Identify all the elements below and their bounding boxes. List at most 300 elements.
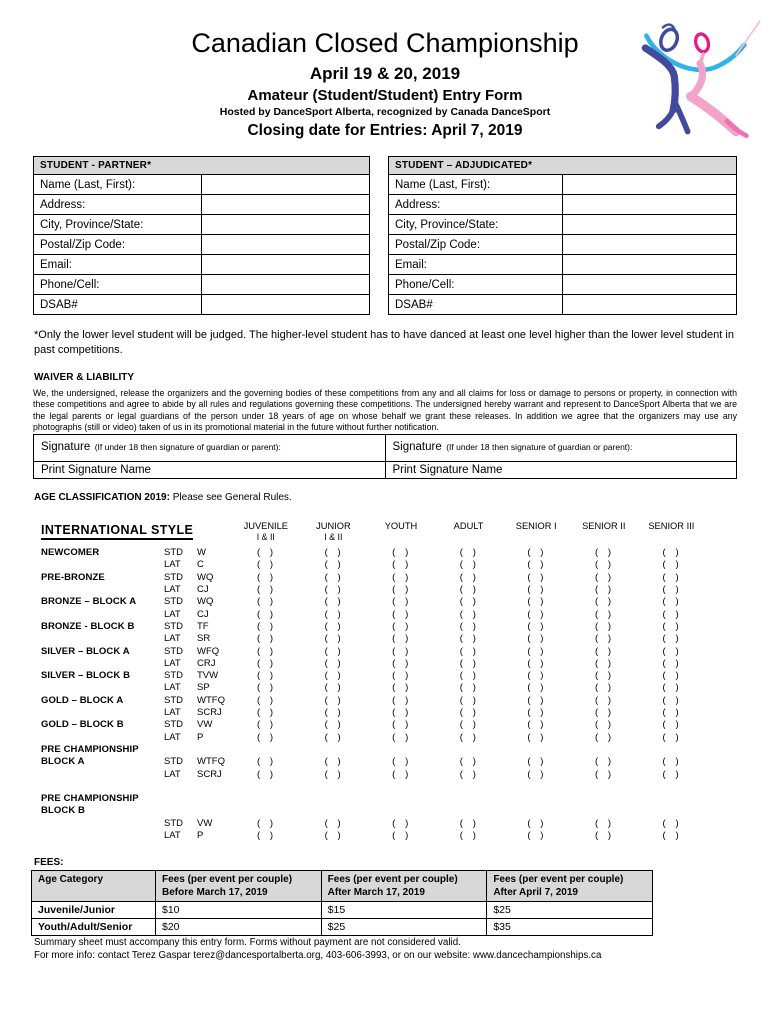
entry-checkbox[interactable]: ( ) [662, 768, 681, 780]
dances-label: SCRJ [197, 707, 222, 719]
age-column-label: SENIOR II [582, 521, 626, 532]
age-classification-heading: AGE CLASSIFICATION 2019: [34, 492, 170, 504]
event-row [33, 793, 737, 805]
entry-checkbox[interactable]: ( ) [392, 694, 410, 706]
student-info-section [33, 156, 737, 315]
field-input-cell[interactable] [202, 175, 370, 195]
logo-blue-dancer-head-curl [663, 25, 674, 29]
entry-checkbox[interactable]: ( ) [324, 645, 343, 657]
entry-checkbox[interactable]: ( ) [256, 559, 275, 571]
fees-header-row [32, 871, 653, 902]
dances-label: C [197, 559, 204, 571]
dances-label: VW [197, 719, 213, 731]
age-column-label: YOUTH [384, 521, 418, 532]
entry-checkbox[interactable]: ( ) [662, 633, 681, 645]
level-label [33, 559, 164, 571]
student-field-row [389, 275, 737, 295]
entry-checkbox[interactable]: ( ) [256, 596, 275, 608]
entry-checkbox[interactable]: ( ) [662, 731, 681, 743]
entry-checkbox[interactable]: ( ) [324, 608, 343, 620]
entry-checkbox[interactable]: ( ) [256, 756, 275, 768]
entry-checkbox[interactable]: ( ) [527, 608, 545, 620]
entry-checkbox[interactable]: ( ) [392, 719, 410, 731]
event-row [33, 719, 737, 731]
event-row [33, 658, 737, 670]
entry-checkbox[interactable]: ( ) [256, 719, 275, 731]
age-classification-text: Please see General Rules. [172, 492, 292, 504]
entry-checkbox[interactable]: ( ) [662, 584, 681, 596]
student-table-title: STUDENT – ADJUDICATED* [389, 157, 737, 175]
entry-checkbox[interactable]: ( ) [392, 571, 410, 583]
entry-checkbox[interactable]: ( ) [527, 830, 545, 842]
age-column-header [502, 521, 570, 532]
dances-label: P [197, 731, 204, 743]
entry-checkbox[interactable]: ( ) [527, 707, 545, 719]
entry-checkbox[interactable]: ( ) [594, 645, 613, 657]
student-field-row [34, 175, 370, 195]
field-input-cell[interactable] [202, 295, 370, 315]
logo-pink-dancer-head [694, 33, 711, 54]
dances-label: WTFQ [197, 694, 225, 706]
print-name-field-partner[interactable]: Print Signature Name [34, 462, 386, 479]
dances-label: VW [197, 817, 213, 829]
entry-checkbox[interactable]: ( ) [392, 707, 410, 719]
entry-checkbox[interactable]: ( ) [392, 657, 410, 669]
student-partner-table [33, 156, 370, 315]
field-input-cell[interactable] [202, 235, 370, 255]
entry-checkbox[interactable]: ( ) [392, 596, 410, 608]
dances-label: WFQ [197, 645, 220, 657]
entry-checkbox[interactable]: ( ) [594, 633, 613, 645]
field-input-cell[interactable] [202, 195, 370, 215]
level-label [33, 584, 164, 596]
empty-cell [570, 793, 638, 805]
empty-cell [300, 805, 368, 817]
empty-cell [300, 793, 368, 805]
entry-checkbox[interactable]: ( ) [459, 596, 478, 608]
level-label [33, 633, 164, 645]
empty-cell [435, 744, 503, 756]
entry-checkbox[interactable]: ( ) [662, 719, 681, 731]
level-label [33, 682, 164, 694]
entry-checkbox[interactable]: ( ) [459, 633, 478, 645]
entry-checkbox[interactable]: ( ) [392, 756, 410, 768]
age-column-sublabel: I & II [324, 532, 343, 543]
entry-checkbox[interactable]: ( ) [594, 719, 613, 731]
field-input-cell[interactable] [202, 275, 370, 295]
fees-column-header [156, 871, 322, 902]
entry-checkbox[interactable]: ( ) [594, 830, 613, 842]
entry-checkbox[interactable]: ( ) [459, 584, 478, 596]
entry-checkbox[interactable]: ( ) [527, 657, 545, 669]
entry-checkbox[interactable]: ( ) [256, 547, 275, 559]
style-label: LAT [164, 584, 181, 596]
event-row [33, 805, 737, 817]
field-input-cell[interactable] [563, 255, 737, 275]
empty-cell [232, 793, 300, 805]
entry-checkbox[interactable]: ( ) [256, 620, 275, 632]
fees-header-line1: Age Category [38, 874, 104, 886]
level-label: PRE-BRONZE [41, 571, 105, 583]
field-input-cell[interactable] [563, 195, 737, 215]
fees-column-header [32, 871, 156, 902]
event-row [33, 744, 737, 756]
age-column-header [570, 521, 638, 532]
style-label: STD [164, 571, 183, 583]
entry-checkbox[interactable]: ( ) [256, 817, 275, 829]
closing-date-line: Closing date for Entries: April 7, 2019 [247, 122, 523, 139]
entry-checkbox[interactable]: ( ) [392, 830, 410, 842]
entry-checkbox[interactable]: ( ) [662, 559, 681, 571]
dances-label: SR [197, 633, 211, 645]
entry-checkbox[interactable]: ( ) [662, 596, 681, 608]
entry-checkbox[interactable]: ( ) [256, 830, 275, 842]
age-column-header [232, 521, 300, 543]
entry-checkbox[interactable]: ( ) [527, 682, 545, 694]
entry-checkbox[interactable]: ( ) [324, 620, 343, 632]
entry-checkbox[interactable]: ( ) [324, 633, 343, 645]
fees-table [31, 870, 653, 936]
student-field-row [389, 235, 737, 255]
print-name-row [34, 462, 737, 479]
dances-label: WTFQ [197, 756, 225, 768]
age-column-label: SENIOR I [515, 521, 557, 532]
event-row [33, 596, 737, 608]
entry-checkbox[interactable]: ( ) [662, 707, 681, 719]
age-classification-line [34, 492, 736, 503]
entry-checkbox[interactable]: ( ) [256, 633, 275, 645]
age-column-label: SENIOR III [648, 521, 695, 532]
waiver-body-text: We, the undersigned, release the organizers and the governing bodies of these competitions from any and all claims for loss or damage to persons or property, in connection with these competitions and agree to abide by all rules and regulations governing these competitions. The undersigned hereby warrant and represent to DanceSport Alberta that we are the legal parents or legal guardians of the person under 18 years of age on whose behalf we grant these releases. In addition we agree that the organizers may use any photographs (still or video) taken of us in its promotional material in the future without further notification. [33, 388, 737, 432]
fees-column-header [487, 871, 653, 902]
entry-checkbox[interactable]: ( ) [459, 756, 478, 768]
entry-checkbox[interactable]: ( ) [459, 682, 478, 694]
dances-label: SP [197, 682, 210, 694]
entry-checkbox[interactable]: ( ) [594, 571, 613, 583]
entry-checkbox[interactable]: ( ) [527, 768, 545, 780]
entry-checkbox[interactable]: ( ) [256, 707, 275, 719]
level-label [33, 818, 164, 830]
field-label: Phone/Cell: [34, 275, 202, 295]
dances-label: WQ [197, 571, 214, 583]
style-label: LAT [164, 559, 181, 571]
field-label: City, Province/State: [389, 215, 563, 235]
field-label: Email: [34, 255, 202, 275]
entry-checkbox[interactable]: ( ) [324, 584, 343, 596]
entry-checkbox[interactable]: ( ) [527, 670, 545, 682]
student-field-row [34, 295, 370, 315]
entry-checkbox[interactable]: ( ) [324, 670, 343, 682]
style-label [164, 805, 197, 817]
entry-checkbox[interactable]: ( ) [324, 756, 343, 768]
entry-checkbox[interactable]: ( ) [256, 608, 275, 620]
field-label: Name (Last, First): [34, 175, 202, 195]
age-column-header [435, 521, 503, 532]
field-label: Address: [389, 195, 563, 215]
entry-checkbox[interactable]: ( ) [527, 694, 545, 706]
level-label [33, 609, 164, 621]
entry-checkbox[interactable]: ( ) [594, 707, 613, 719]
style-label: STD [164, 756, 183, 768]
entry-checkbox[interactable]: ( ) [527, 584, 545, 596]
entry-checkbox[interactable]: ( ) [594, 559, 613, 571]
entry-checkbox[interactable]: ( ) [594, 756, 613, 768]
entry-checkbox[interactable]: ( ) [594, 584, 613, 596]
event-row [33, 633, 737, 645]
page-title: Canadian Closed Championship [191, 28, 579, 58]
fees-category: Juvenile/Junior [32, 902, 156, 919]
entry-checkbox[interactable]: ( ) [392, 682, 410, 694]
entry-checkbox[interactable]: ( ) [459, 817, 478, 829]
style-label: STD [164, 645, 183, 657]
entry-checkbox[interactable]: ( ) [324, 707, 343, 719]
entry-checkbox[interactable]: ( ) [256, 571, 275, 583]
fees-header-line2: After April 7, 2019 [493, 887, 578, 899]
empty-cell [502, 781, 570, 793]
entry-checkbox[interactable]: ( ) [324, 731, 343, 743]
empty-cell [300, 781, 368, 793]
international-style-grid [33, 521, 737, 842]
entry-checkbox[interactable]: ( ) [594, 657, 613, 669]
entry-checkbox[interactable]: ( ) [662, 817, 681, 829]
entry-checkbox[interactable]: ( ) [594, 731, 613, 743]
entry-checkbox[interactable]: ( ) [594, 768, 613, 780]
style-label: STD [164, 670, 183, 682]
entry-checkbox[interactable]: ( ) [256, 694, 275, 706]
style-label: LAT [164, 830, 181, 842]
age-column-header [638, 521, 706, 532]
empty-cell [367, 793, 435, 805]
entry-checkbox[interactable]: ( ) [392, 633, 410, 645]
dances-label: P [197, 830, 204, 842]
entry-checkbox[interactable]: ( ) [324, 571, 343, 583]
style-label [164, 781, 197, 793]
fees-header-line2: After March 17, 2019 [327, 887, 425, 899]
entry-checkbox[interactable]: ( ) [662, 756, 681, 768]
dances-label: CJ [197, 608, 209, 620]
entry-checkbox[interactable]: ( ) [527, 547, 545, 559]
student-field-row [34, 215, 370, 235]
entry-checkbox[interactable]: ( ) [594, 547, 613, 559]
entry-checkbox[interactable]: ( ) [527, 645, 545, 657]
field-input-cell[interactable] [563, 275, 737, 295]
empty-cell [502, 805, 570, 817]
entry-checkbox[interactable]: ( ) [662, 694, 681, 706]
dances-label: TF [197, 620, 209, 632]
level-label: BRONZE - BLOCK B [41, 620, 135, 632]
field-label: Postal/Zip Code: [34, 235, 202, 255]
entry-checkbox[interactable]: ( ) [392, 547, 410, 559]
entry-checkbox[interactable]: ( ) [662, 645, 681, 657]
entry-checkbox[interactable]: ( ) [459, 768, 478, 780]
entry-checkbox[interactable]: ( ) [662, 657, 681, 669]
entry-checkbox[interactable]: ( ) [324, 547, 343, 559]
entry-checkbox[interactable]: ( ) [662, 571, 681, 583]
empty-cell [367, 744, 435, 756]
entry-checkbox[interactable]: ( ) [324, 719, 343, 731]
field-input-cell[interactable] [202, 215, 370, 235]
student-field-row [389, 295, 737, 315]
student-field-row [34, 275, 370, 295]
event-row [33, 695, 737, 707]
event-row [33, 707, 737, 719]
signature-field-partner[interactable] [34, 435, 386, 462]
level-label: GOLD – BLOCK B [41, 719, 124, 731]
entry-checkbox[interactable]: ( ) [459, 657, 478, 669]
entry-checkbox[interactable]: ( ) [324, 682, 343, 694]
entry-checkbox[interactable]: ( ) [324, 657, 343, 669]
entry-checkbox[interactable]: ( ) [662, 608, 681, 620]
style-label: LAT [164, 682, 181, 694]
form-name: Amateur (Student/Student) Entry Form [247, 87, 523, 104]
entry-checkbox[interactable]: ( ) [662, 670, 681, 682]
entry-checkbox[interactable]: ( ) [594, 608, 613, 620]
entry-checkbox[interactable]: ( ) [459, 620, 478, 632]
entry-checkbox[interactable]: ( ) [594, 682, 613, 694]
style-label: STD [164, 596, 183, 608]
entry-checkbox[interactable]: ( ) [594, 694, 613, 706]
style-label: LAT [164, 731, 181, 743]
entry-checkbox[interactable]: ( ) [392, 731, 410, 743]
entry-checkbox[interactable]: ( ) [459, 645, 478, 657]
fees-row [32, 919, 653, 936]
entry-checkbox[interactable]: ( ) [324, 768, 343, 780]
entry-checkbox[interactable]: ( ) [324, 559, 343, 571]
grid-header-row [33, 521, 737, 543]
style-label: LAT [164, 768, 181, 780]
entry-checkbox[interactable]: ( ) [256, 657, 275, 669]
field-input-cell[interactable] [563, 235, 737, 255]
entry-checkbox[interactable]: ( ) [662, 830, 681, 842]
signature-field-adjudicated[interactable] [385, 435, 737, 462]
empty-cell [435, 805, 503, 817]
entry-checkbox[interactable]: ( ) [527, 633, 545, 645]
hosted-by-line: Hosted by DanceSport Alberta, recognized by Canada DanceSport [219, 106, 551, 118]
entry-checkbox[interactable]: ( ) [392, 817, 410, 829]
entry-checkbox[interactable]: ( ) [594, 596, 613, 608]
entry-checkbox[interactable]: ( ) [459, 707, 478, 719]
field-input-cell[interactable] [563, 295, 737, 315]
dancers-logo-icon [638, 14, 762, 146]
entry-checkbox[interactable]: ( ) [392, 559, 410, 571]
entry-checkbox[interactable]: ( ) [527, 571, 545, 583]
entry-checkbox[interactable]: ( ) [662, 682, 681, 694]
international-style-heading: INTERNATIONAL STYLE [41, 523, 193, 540]
signature-label: Signature [41, 441, 91, 454]
signature-sublabel: (If under 18 then signature of guardian or parent): [446, 442, 633, 453]
field-input-cell[interactable] [202, 255, 370, 275]
level-label: PRE CHAMPIONSHIP [41, 793, 139, 805]
entry-checkbox[interactable]: ( ) [392, 584, 410, 596]
event-row [33, 732, 737, 744]
entry-checkbox[interactable]: ( ) [527, 756, 545, 768]
student-table-header-row [34, 157, 370, 175]
level-label [33, 781, 164, 793]
waiver-heading: WAIVER & LIABILITY [34, 372, 134, 383]
level-label: NEWCOMER [41, 547, 100, 559]
event-row [33, 584, 737, 596]
dances-label [197, 744, 232, 756]
level-label: PRE CHAMPIONSHIP [41, 743, 139, 755]
entry-checkbox[interactable]: ( ) [459, 731, 478, 743]
dancesport-logo [638, 14, 762, 146]
dances-label [197, 793, 232, 805]
fees-header-line1: Fees (per event per couple) [162, 874, 293, 886]
fees-value: $25 [487, 902, 653, 919]
level-label: SILVER – BLOCK A [41, 645, 130, 657]
entry-checkbox[interactable]: ( ) [459, 571, 478, 583]
student-field-row [34, 255, 370, 275]
field-label: City, Province/State: [34, 215, 202, 235]
entry-checkbox[interactable]: ( ) [459, 719, 478, 731]
fees-section [31, 857, 739, 936]
entry-checkbox[interactable]: ( ) [459, 547, 478, 559]
entry-checkbox[interactable]: ( ) [459, 670, 478, 682]
event-row [33, 818, 737, 830]
contact-info-line: For more info: contact Terez Gaspar terez@dancesportalberta.org, 403-606-3993, or on our website: www.dancechampionships.ca [34, 950, 602, 962]
entry-checkbox[interactable]: ( ) [392, 670, 410, 682]
level-label [33, 830, 164, 842]
entry-checkbox[interactable]: ( ) [594, 670, 613, 682]
entry-checkbox[interactable]: ( ) [662, 547, 681, 559]
entry-checkbox[interactable]: ( ) [324, 830, 343, 842]
entry-checkbox[interactable]: ( ) [594, 817, 613, 829]
entry-checkbox[interactable]: ( ) [459, 559, 478, 571]
entry-checkbox[interactable]: ( ) [256, 670, 275, 682]
entry-checkbox[interactable]: ( ) [256, 584, 275, 596]
entry-checkbox[interactable]: ( ) [392, 768, 410, 780]
entry-checkbox[interactable]: ( ) [459, 830, 478, 842]
entry-checkbox[interactable]: ( ) [256, 768, 275, 780]
entry-checkbox[interactable]: ( ) [527, 559, 545, 571]
entry-checkbox[interactable]: ( ) [256, 645, 275, 657]
entry-checkbox[interactable]: ( ) [392, 620, 410, 632]
signature-row [34, 435, 737, 462]
entry-checkbox[interactable]: ( ) [527, 817, 545, 829]
style-label: STD [164, 719, 183, 731]
entry-checkbox[interactable]: ( ) [324, 694, 343, 706]
field-label: Address: [34, 195, 202, 215]
entry-checkbox[interactable]: ( ) [256, 682, 275, 694]
entry-checkbox[interactable]: ( ) [256, 731, 275, 743]
entry-checkbox[interactable]: ( ) [662, 620, 681, 632]
field-input-cell[interactable] [563, 215, 737, 235]
grid-heading-cell [33, 521, 232, 540]
entry-checkbox[interactable]: ( ) [459, 694, 478, 706]
print-name-field-adjudicated[interactable]: Print Signature Name [385, 462, 737, 479]
entry-checkbox[interactable]: ( ) [527, 731, 545, 743]
fees-header-line1: Fees (per event per couple) [327, 874, 458, 886]
entry-checkbox[interactable]: ( ) [459, 608, 478, 620]
event-row [33, 572, 737, 584]
event-row [33, 547, 737, 559]
entry-checkbox[interactable]: ( ) [594, 620, 613, 632]
summary-sheet-note: Summary sheet must accompany this entry form. Forms without payment are not considered valid. [34, 937, 461, 949]
student-field-row [389, 195, 737, 215]
logo-blue-dancer-left-leg [659, 110, 673, 127]
field-label: DSAB# [34, 295, 202, 315]
entry-checkbox[interactable]: ( ) [527, 719, 545, 731]
entry-checkbox[interactable]: ( ) [527, 620, 545, 632]
entry-checkbox[interactable]: ( ) [392, 608, 410, 620]
empty-cell [367, 781, 435, 793]
entry-checkbox[interactable]: ( ) [392, 645, 410, 657]
entry-checkbox[interactable]: ( ) [324, 596, 343, 608]
field-input-cell[interactable] [563, 175, 737, 195]
dances-label: SCRJ [197, 768, 222, 780]
entry-checkbox[interactable]: ( ) [527, 596, 545, 608]
entry-checkbox[interactable]: ( ) [324, 817, 343, 829]
